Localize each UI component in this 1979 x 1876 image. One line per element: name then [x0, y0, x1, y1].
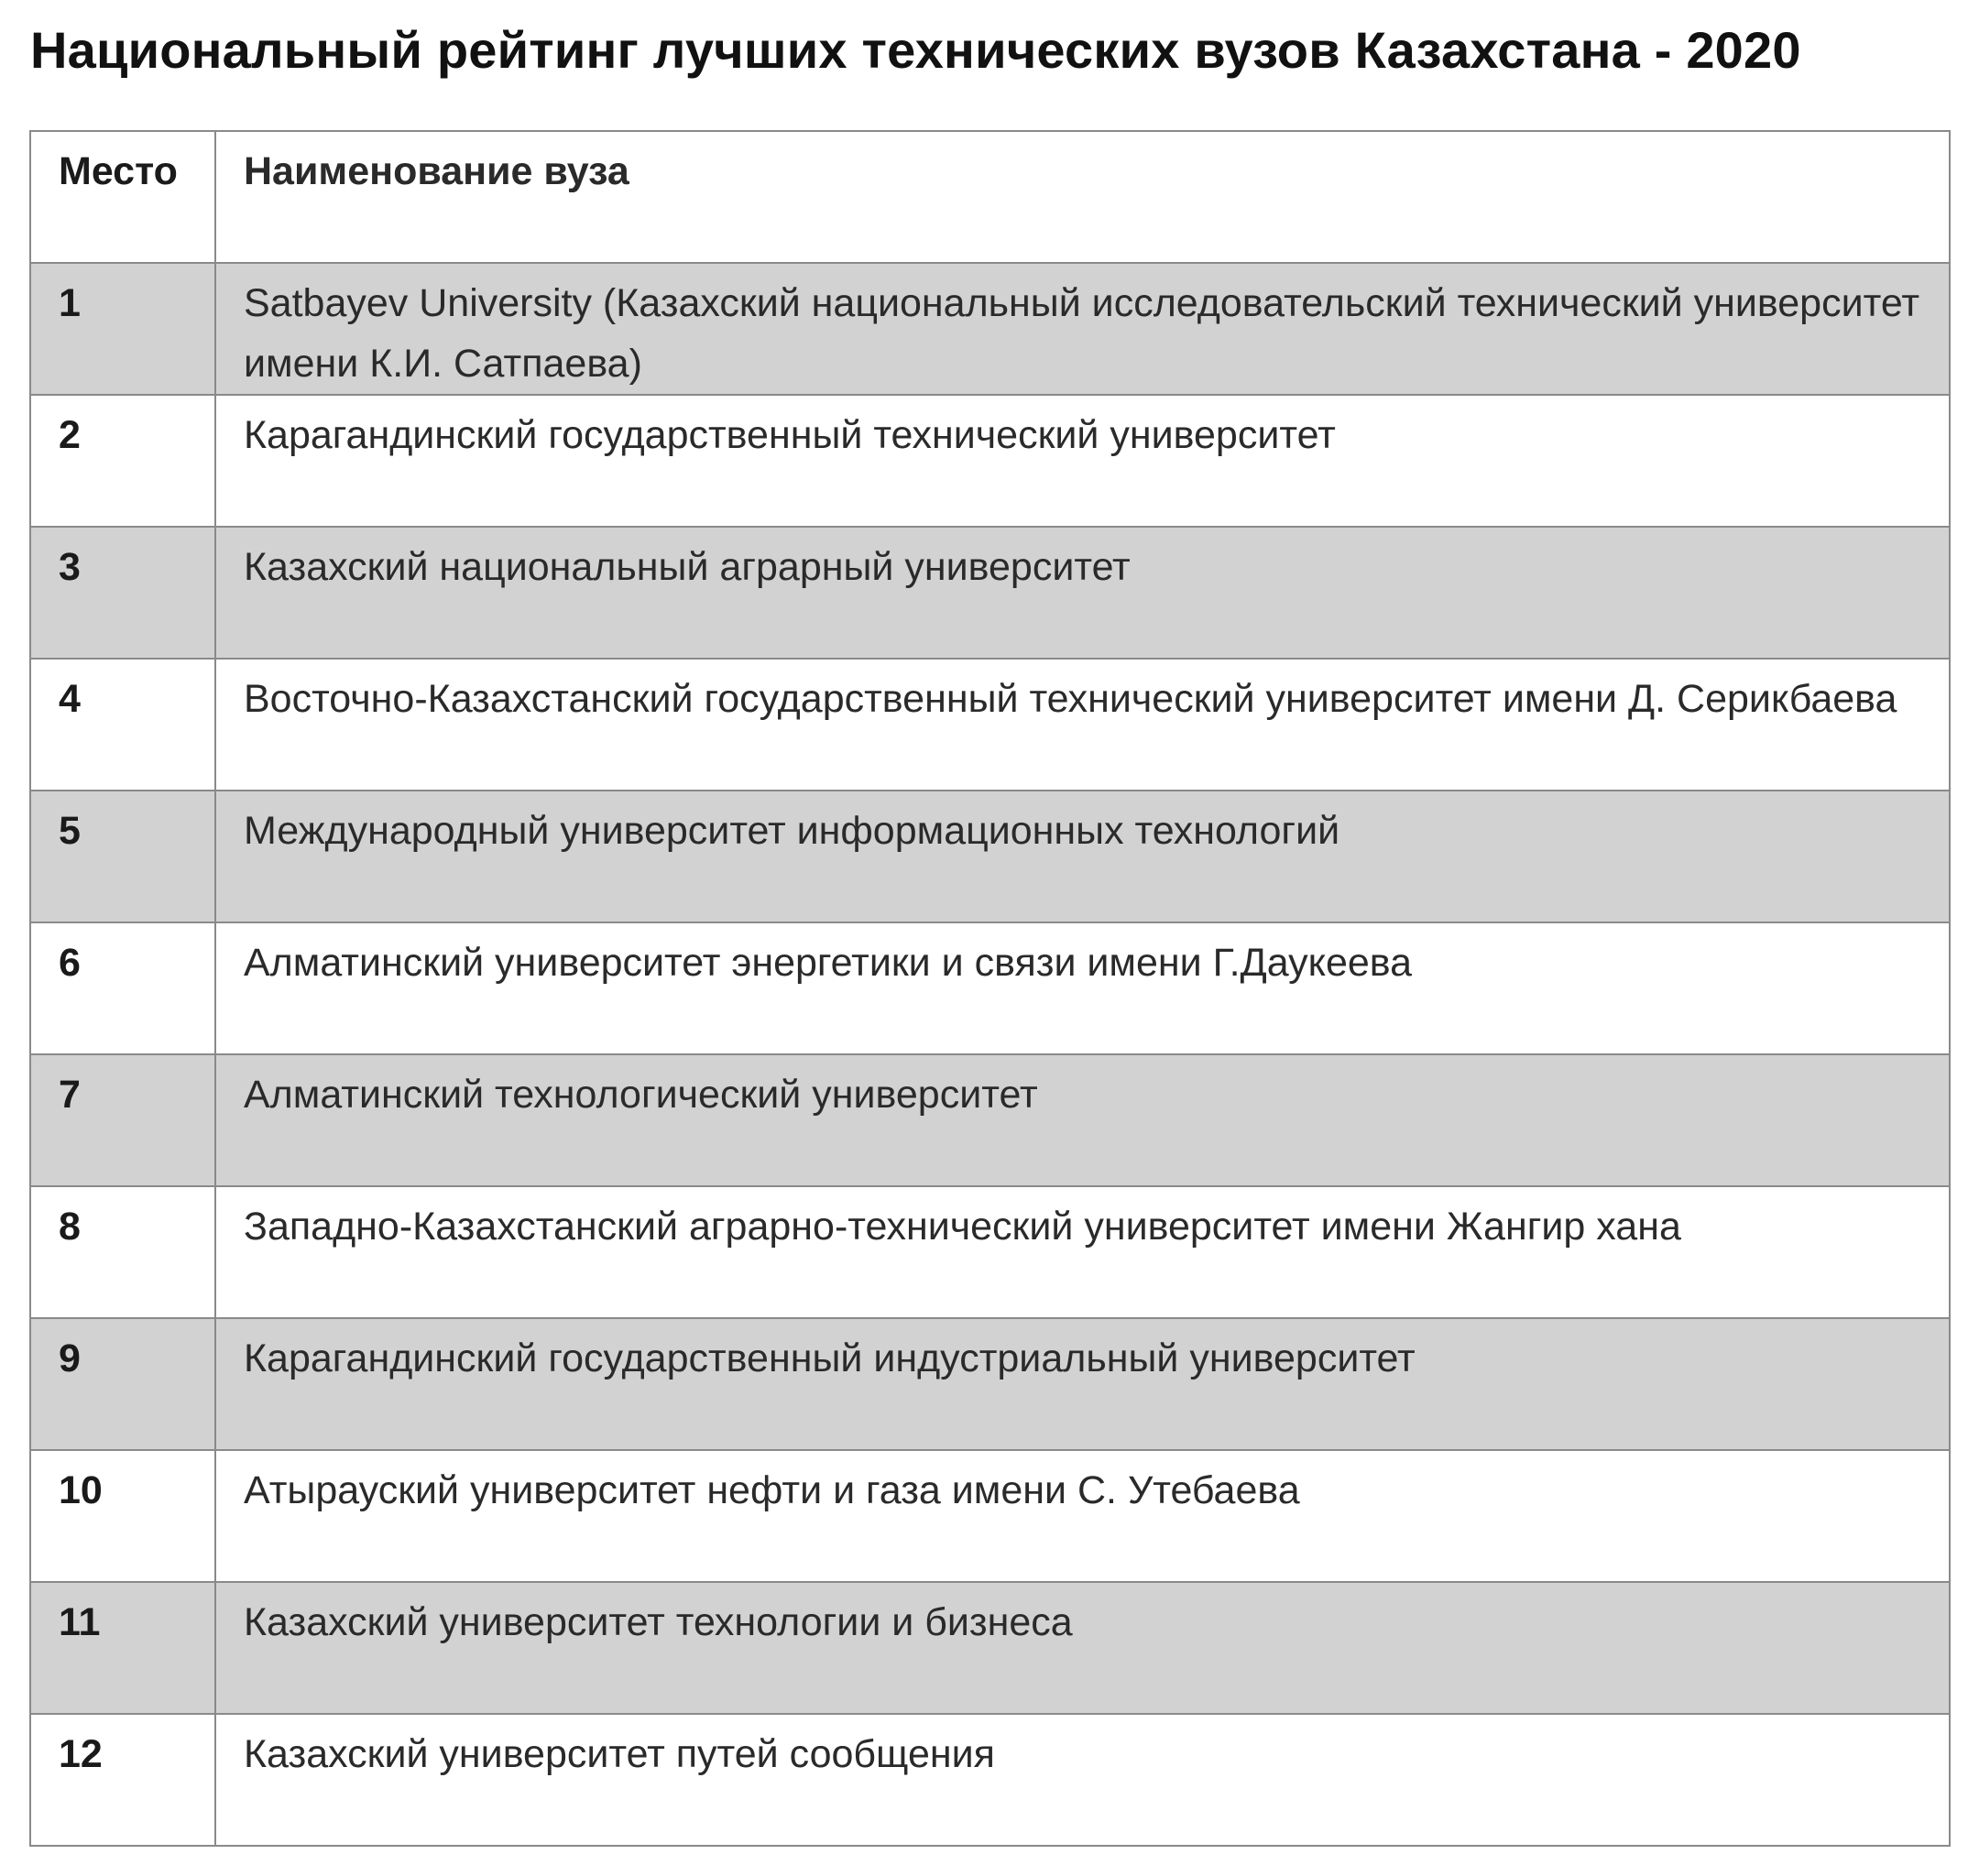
row-university-name: Международный университет информационных технологий: [215, 791, 1950, 922]
row-place: 1: [30, 263, 215, 395]
rating-table: [29, 130, 1951, 1847]
row-university-name: Карагандинский государственный технический университет: [215, 395, 1950, 527]
row-university-name: Карагандинский государственный индустриальный университет: [215, 1318, 1950, 1450]
row-university-name: Алматинский технологический университет: [215, 1054, 1950, 1186]
table-row: [30, 1714, 1950, 1846]
table-header-row: [30, 131, 1950, 263]
table-row: [30, 263, 1950, 395]
row-university-name: Алматинский университет энергетики и связи имени Г.Даукеева: [215, 922, 1950, 1054]
table-row: [30, 659, 1950, 791]
row-university-name: Атырауский университет нефти и газа имени С. Утебаева: [215, 1450, 1950, 1582]
column-header-name: Наименование вуза: [215, 131, 1950, 263]
table-row: [30, 922, 1950, 1054]
row-place: 7: [30, 1054, 215, 1186]
row-place: 9: [30, 1318, 215, 1450]
table-row: [30, 1450, 1950, 1582]
table-row: [30, 791, 1950, 922]
row-university-name: Западно-Казахстанский аграрно-технический университет имени Жангир хана: [215, 1186, 1950, 1318]
table-row: [30, 527, 1950, 659]
table-row: [30, 1054, 1950, 1186]
table-row: [30, 1186, 1950, 1318]
row-place: 10: [30, 1450, 215, 1582]
row-place: 12: [30, 1714, 215, 1846]
row-place: 6: [30, 922, 215, 1054]
row-place: 4: [30, 659, 215, 791]
row-university-name: Восточно-Казахстанский государственный технический университет имени Д. Серикбаева: [215, 659, 1950, 791]
row-university-name: Satbayev University (Казахский национальный исследовательский технический университет имени К.И. Сатпаева): [215, 263, 1950, 395]
row-place: 11: [30, 1582, 215, 1714]
table-row: [30, 1582, 1950, 1714]
row-place: 8: [30, 1186, 215, 1318]
page-title: Национальный рейтинг лучших технических вузов Казахстана - 2020: [30, 21, 1801, 79]
table-row: [30, 395, 1950, 527]
column-header-place: Место: [30, 131, 215, 263]
row-university-name: Казахский университет технологии и бизнеса: [215, 1582, 1950, 1714]
row-university-name: Казахский университет путей сообщения: [215, 1714, 1950, 1846]
row-place: 3: [30, 527, 215, 659]
table-row: [30, 1318, 1950, 1450]
row-place: 5: [30, 791, 215, 922]
row-place: 2: [30, 395, 215, 527]
row-university-name: Казахский национальный аграрный университет: [215, 527, 1950, 659]
